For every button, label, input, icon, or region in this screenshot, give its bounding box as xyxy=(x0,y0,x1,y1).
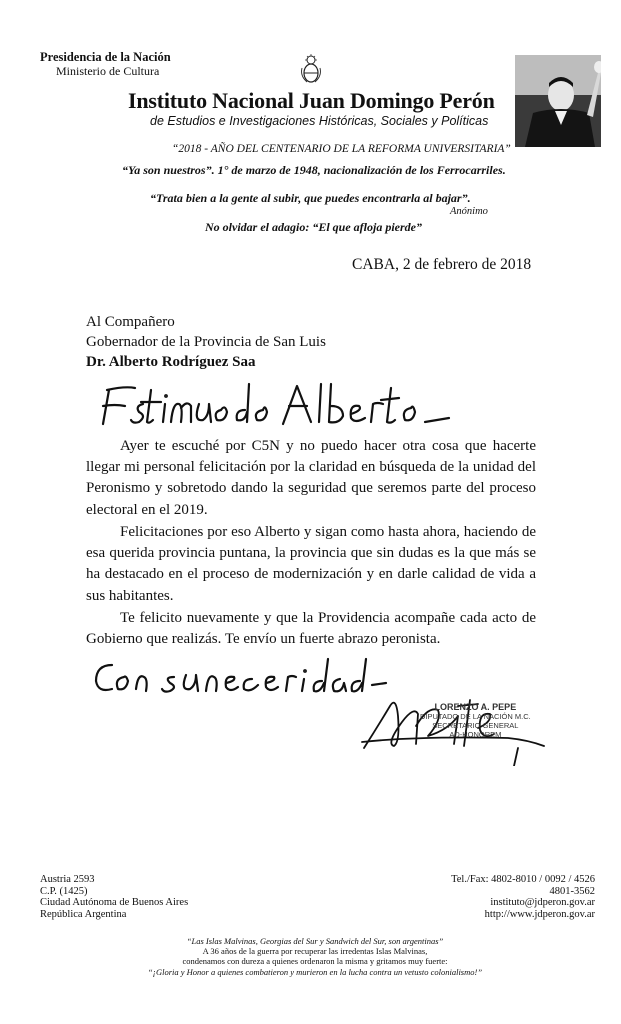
coat-of-arms-icon xyxy=(299,54,323,89)
recipient-name: Dr. Alberto Rodríguez Saa xyxy=(86,354,256,370)
recipient-line-2: Gobernador de la Provincia de San Luis xyxy=(86,334,326,350)
recipient-line-1: Al Compañero xyxy=(86,314,175,330)
quote-adage: No olvidar el adagio: “El que afloja pierde” xyxy=(205,220,422,234)
body-paragraph-3: Te felicito nuevamente y que la Providencia acompañe cada acto de Gobierno que realizás. Te envío un fuerte abrazo peronista. xyxy=(86,610,536,648)
official-stamp: LORENZO A. PEPE DIPUTADO DE LA NACIÓN M.C. SECRETARIO GENERAL AD-HONOREM xyxy=(420,702,531,739)
institute-subtitle: de Estudios e Investigaciones Históricas, Sociales y Políticas xyxy=(150,114,489,128)
footer-website[interactable]: http://www.jdperon.gov.ar xyxy=(484,908,595,920)
quote-author: Anónimo xyxy=(450,206,488,217)
quote-railways: “Ya son nuestros”. 1° de marzo de 1948, nacionalización de los Ferrocarriles. xyxy=(122,163,506,177)
portrait-photo xyxy=(515,55,601,147)
body-paragraph-2: Felicitaciones por eso Alberto y sigan como hasta ahora, haciendo de esa querida provincia puntana, la provincia que sin dudas es la que más se ha destacado en el proceso de modernización y en darle calidad de vida a sus habitantes. xyxy=(86,524,536,604)
letter-date: CABA, 2 de febrero de 2018 xyxy=(352,256,532,273)
footer-contact: Tel./Fax: 4802-8010 / 0092 / 4526 4801-3562 instituto@jdperon.gov.ar http://www.jdperon.gov.ar xyxy=(451,874,595,920)
footer-address: Austria 2593 C.P. (1425) Ciudad Autónoma de Buenos Aires República Argentina xyxy=(40,874,189,920)
quote-treat-people: “Trata bien a la gente al subir, que puedes encontrarla al bajar”. xyxy=(150,191,471,205)
presidency-line: Presidencia de la Nación xyxy=(40,50,171,64)
ministry-line: Ministerio de Cultura xyxy=(56,64,160,78)
year-motto: “2018 - AÑO DEL CENTENARIO DE LA REFORMA UNIVERSITARIA” xyxy=(172,143,511,155)
institute-name: Instituto Nacional Juan Domingo Perón xyxy=(128,88,495,113)
footer-malvinas-statement: “Las Islas Malvinas, Georgias del Sur y Sandwich del Sur, son argentinas” A 36 años de la guerra por recuperar las irredentas Islas Malvinas, condenamos con dureza a quienes ordenaron la misma y gritamos muy fuerte: “¡Gloria y Honor a quienes combatieron y murieron en la lucha contra un vetusto colonialismo!” xyxy=(147,936,483,977)
footer-email[interactable]: instituto@jdperon.gov.ar xyxy=(490,897,595,908)
handwritten-salutation xyxy=(95,376,455,439)
handwritten-closing xyxy=(90,655,390,706)
body-paragraph-1: Ayer te escuché por C5N y no puedo hacer otra cosa que hacerte llegar mi personal felicitación por la claridad en búsqueda de la unidad del Peronismo y sobretodo dando la seguridad que seremos parte del proceso electoral en el 2019. xyxy=(86,438,536,518)
